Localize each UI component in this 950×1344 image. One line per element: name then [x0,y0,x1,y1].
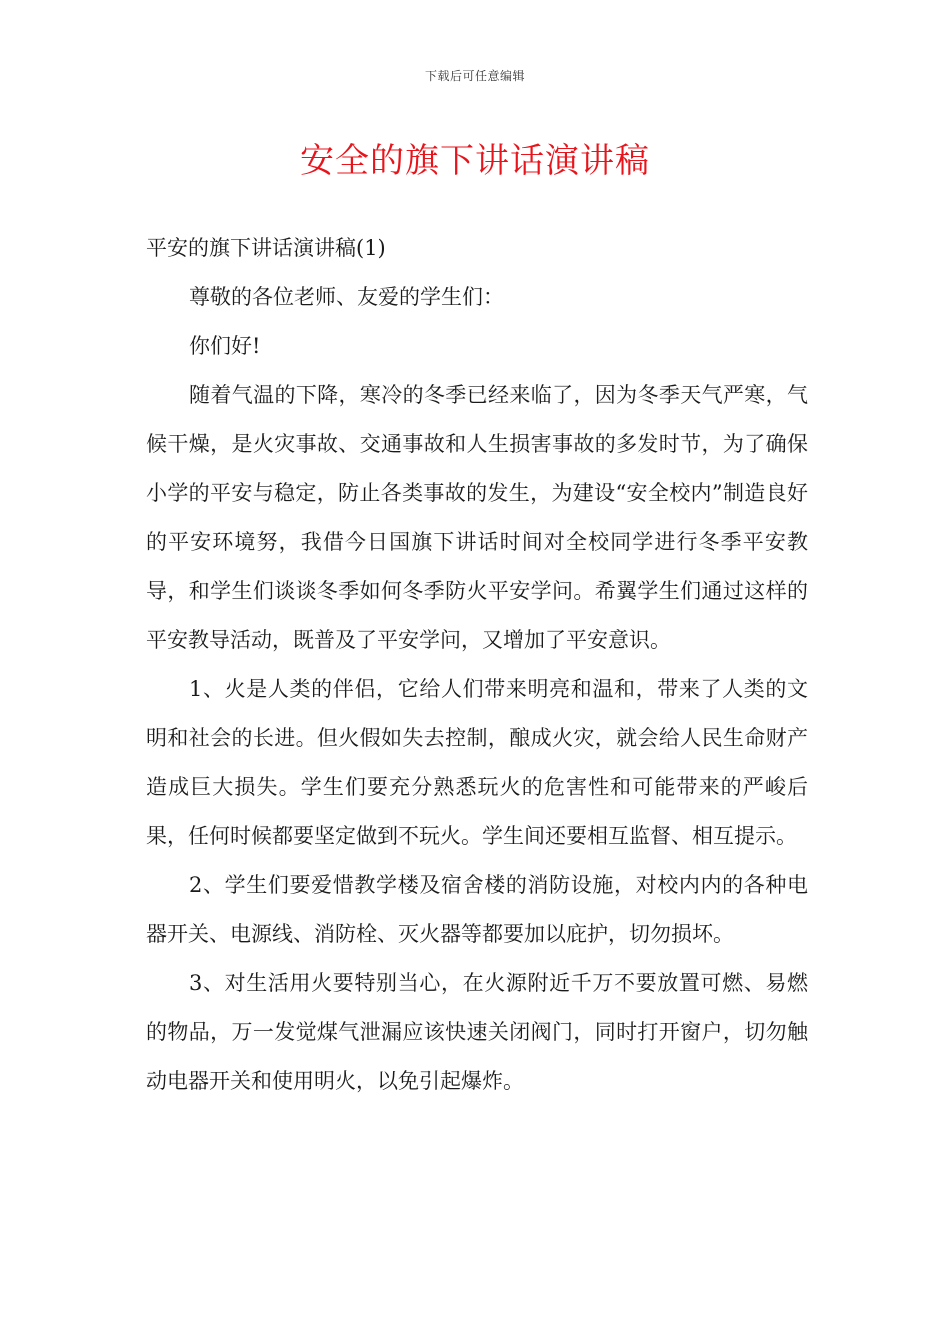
intro-paragraph: 随着气温的下降，寒冷的冬季已经来临了，因为冬季天气严寒，气候干燥，是火灾事故、交通事故和人生损害事故的多发时节，为了确保小学的平安与稳定，防止各类事故的发生，为建设“安全校内”制造良好的平安环境努，我借今日国旗下讲话时间对全校同学进行冬季平安教导，和学生们谈谈冬季如何冬季防火平安学问。希翼学生们通过这样的平安教导活动，既普及了平安学问，又增加了平安意识。 [146,383,808,652]
point-3-paragraph: 3、对生活用火要特别当心，在火源附近千万不要放置可燃、易燃的物品，万一发觉煤气泄漏应该快速关闭阀门，同时打开窗户，切勿触动电器开关和使用明火，以免引起爆炸。 [146,971,808,1093]
salutation-paragraph: 你们好! [189,334,261,358]
document-title: 安全的旗下讲话演讲稿 [300,141,650,181]
greeting-paragraph: 尊敬的各位老师、友爱的学生们： [189,285,505,309]
point-2-paragraph: 2、学生们要爱惜教学楼及宿舍楼的消防设施，对校内内的各种电器开关、电源线、消防栓、灭火器等都要加以庇护，切勿损坏。 [146,873,808,946]
document-body [146,224,808,1106]
document-subtitle: 平安的旗下讲话演讲稿(1) [146,236,386,260]
point-1-paragraph: 1、火是人类的伴侣，它给人们带来明亮和温和，带来了人类的文明和社会的长进。但火假如失去控制，酿成火灾，就会给人民生命财产造成巨大损失。学生们要充分熟悉玩火的危害性和可能带来的严峻后果，任何时候都要坚定做到不玩火。学生间还要相互监督、相互提示。 [146,677,808,848]
header-note: 下载后可任意编辑 [424,69,525,83]
